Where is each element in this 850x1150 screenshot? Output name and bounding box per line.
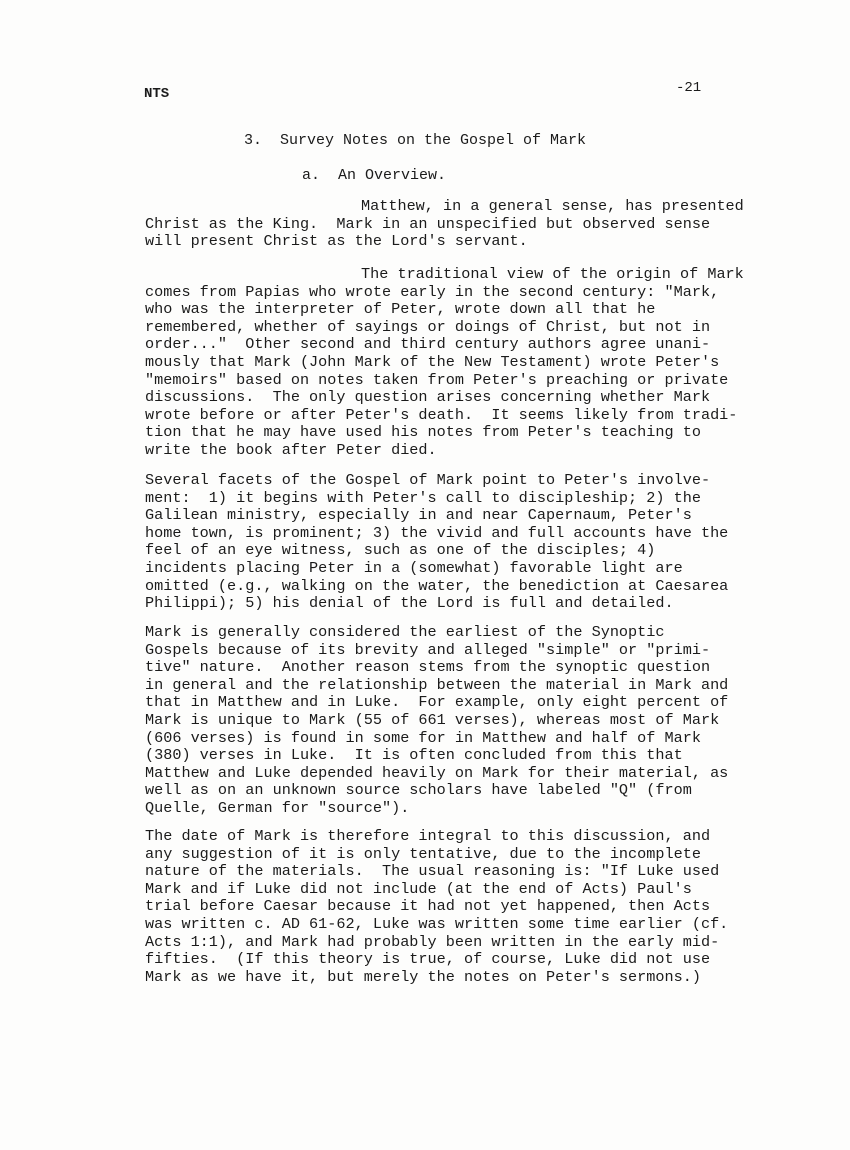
text-line: Matthew and Luke depended heavily on Mark for their material, as (145, 763, 729, 782)
text-line: that in Matthew and in Luke. For example, only eight percent of (145, 693, 729, 712)
text-line: any suggestion of it is only tentative, due to the incomplete (145, 844, 701, 863)
text-line: Mark is generally considered the earliest of the Synoptic (145, 623, 665, 641)
text-line: order..." Other second and third century authors agree unani- (145, 335, 711, 354)
text-line: tive" nature. Another reason stems from the synoptic question (145, 658, 711, 677)
text-line: comes from Papias who wrote early in the second century: "Mark, (145, 282, 720, 301)
text-line: Mark is unique to Mark (55 of 661 verses), whereas most of Mark (145, 710, 720, 729)
text-line: ment: 1) it begins with Peter's call to discipleship; 2) the (145, 488, 701, 507)
text-line: Quelle, German for "source"). (145, 798, 410, 817)
text-line: Christ as the King. Mark in an unspecified but observed sense (145, 214, 711, 233)
paragraph-synoptic (145, 624, 795, 818)
section-heading: 3. Survey Notes on the Gospel of Mark (244, 132, 587, 149)
text-line: trial before Caesar because it had not yet happened, then Acts (145, 897, 711, 916)
page-number: -21 (676, 80, 702, 96)
text-line: home town, is prominent; 3) the vivid and full accounts have the (145, 523, 729, 542)
text-line: Galilean ministry, especially in and near Capernaum, Peter's (145, 506, 692, 525)
text-line: Mark as we have it, but merely the notes on Peter's sermons.) (145, 967, 701, 986)
text-line: The date of Mark is therefore integral to this discussion, and (145, 827, 711, 845)
text-line: Philippi); 5) his denial of the Lord is full and detailed. (145, 594, 674, 613)
text-line: tion that he may have used his notes from Peter's teaching to (145, 423, 701, 442)
text-line: in general and the relationship between the material in Mark and (145, 675, 729, 694)
text-line: Matthew, in a general sense, has presented (361, 197, 744, 215)
text-line: omitted (e.g., walking on the water, the benediction at Caesarea (145, 576, 729, 595)
text-line: Acts 1:1), and Mark had probably been written in the early mid- (145, 932, 720, 951)
text-line: (606 verses) is found in some for in Matthew and half of Mark (145, 728, 701, 747)
paragraph-peter-involvement (145, 472, 795, 613)
text-line: incidents placing Peter in a (somewhat) favorable light are (145, 558, 683, 577)
text-line: write the book after Peter died. (145, 440, 437, 459)
subsection-heading: a. An Overview. (302, 167, 447, 184)
text-line: well as on an unknown source scholars have labeled "Q" (from (145, 781, 692, 800)
text-line: The traditional view of the origin of Mark (361, 265, 744, 283)
paragraph-traditional-view (145, 266, 795, 460)
text-line: Mark and if Luke did not include (at the end of Acts) Paul's (145, 879, 692, 898)
text-line: Gospels because of its brevity and alleged "simple" or "primi- (145, 640, 711, 659)
text-line: fifties. (If this theory is true, of course, Luke did not use (145, 950, 711, 969)
text-line: feel of an eye witness, such as one of the disciples; 4) (145, 541, 656, 560)
text-line: wrote before or after Peter's death. It seems likely from tradi- (145, 405, 738, 424)
text-line: will present Christ as the Lord's servant. (145, 232, 528, 251)
text-line: Several facets of the Gospel of Mark point to Peter's involve- (145, 471, 711, 489)
text-line: nature of the materials. The usual reasoning is: "If Luke used (145, 862, 720, 881)
running-header: NTS (144, 86, 170, 102)
text-line: was written c. AD 61-62, Luke was written some time earlier (cf. (145, 914, 729, 933)
text-line: remembered, whether of sayings or doings of Christ, but not in (145, 317, 711, 336)
text-line: discussions. The only question arises concerning whether Mark (145, 388, 711, 407)
text-line: "memoirs" based on notes taken from Peter's preaching or private (145, 370, 729, 389)
text-line: (380) verses in Luke. It is often concluded from this that (145, 746, 683, 765)
text-line: mously that Mark (John Mark of the New Testament) wrote Peter's (145, 352, 720, 371)
paragraph-intro (145, 198, 795, 251)
paragraph-date (145, 828, 795, 986)
text-line: who was the interpreter of Peter, wrote down all that he (145, 300, 656, 319)
